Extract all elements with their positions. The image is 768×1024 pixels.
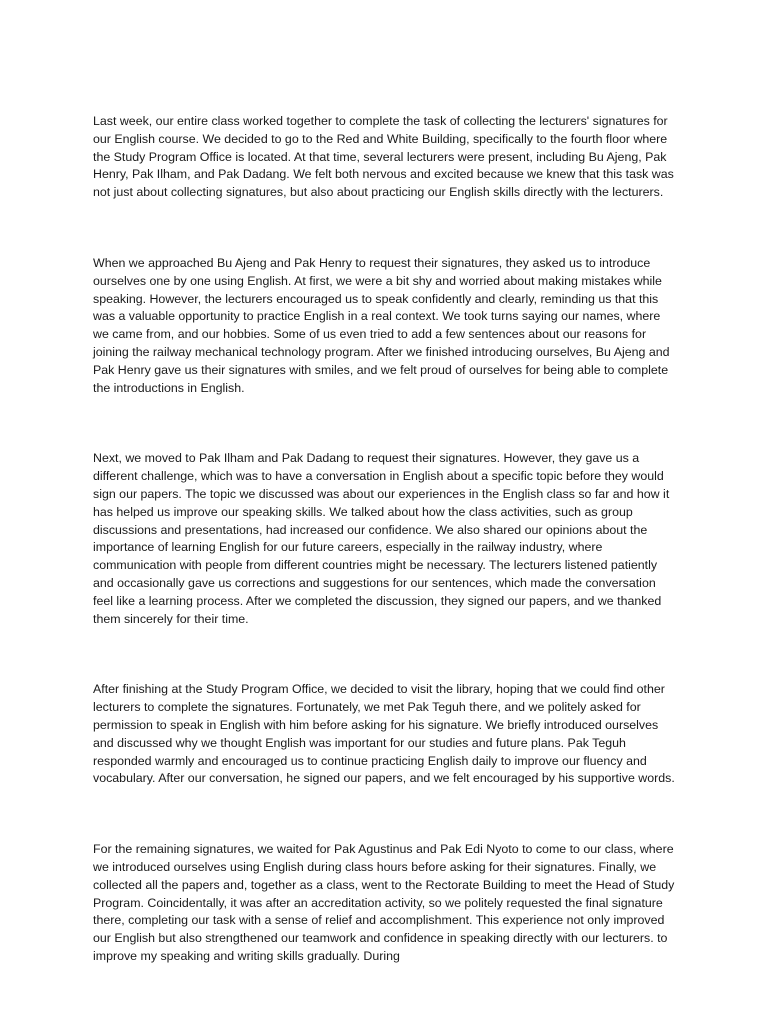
paragraph-final-signatures: For the remaining signatures, we waited for Pak Agustinus and Pak Edi Nyoto to come to our class, where we introduced ourselves using English during class hours before asking for their signatures. Finally, we collected all the papers and, together as a class, went to the Rectorate Building to meet the Head of Study Program. Coincidentally, it was after an accreditation activity, so we politely requested the final signature there, completing our task with a sense of relief and accomplishment. This experience not only improved our English but also strengthened our teamwork and confidence in speaking directly with our lecturers. to improve my speaking and writing skills gradually. During [93, 842, 675, 963]
document-body [93, 113, 675, 966]
paragraph-signature-task: Last week, our entire class worked together to complete the task of collecting the lecturers' signatures for our English course. We decided to go to the Red and White Building, specifically to the fourth floor where the Study Program Office is located. At that time, several lecturers were present, including Bu Ajeng, Pak Henry, Pak Ilham, and Pak Dadang. We felt both nervous and excited because we knew that this task was not just about collecting signatures, but also about practicing our English skills directly with the lecturers. [93, 114, 674, 200]
paragraph-introductions: When we approached Bu Ajeng and Pak Henry to request their signatures, they asked us to introduce ourselves one by one using English. At first, we were a bit shy and worried about making mistakes while speaking. However, the lecturers encouraged us to speak confidently and clearly, reminding us that this was a valuable opportunity to practice English in a real context. We took turns saying our names, where we came from, and our hobbies. Some of us even tried to add a few sentences about our reasons for joining the railway mechanical technology program. After we finished introducing ourselves, Bu Ajeng and Pak Henry gave us their signatures with smiles, and we felt proud of ourselves for being able to complete the introductions in English. [93, 255, 670, 395]
paragraph-library-visit: After finishing at the Study Program Office, we decided to visit the library, hoping that we could find other lecturers to complete the signatures. Fortunately, we met Pak Teguh there, and we politely asked for permission to speak in English with him before asking for his signature. We briefly introduced ourselves and discussed why we thought English was important for our studies and future plans. Pak Teguh responded warmly and encouraged us to continue practicing English daily to improve our fluency and vocabulary. After our conversation, he signed our papers, and we felt encouraged by his supportive words. [93, 682, 675, 786]
paragraph-conversation-challenge: Next, we moved to Pak Ilham and Pak Dadang to request their signatures. However, they gave us a different challenge, which was to have a conversation in English about a specific topic before they would sign our papers. The topic we discussed was about our experiences in the English class so far and how it has helped us improve our speaking skills. We talked about how the class activities, such as group discussions and presentations, had increased our confidence. We also shared our opinions about the importance of learning English for our future careers, especially in the railway industry, where communication with people from different countries might be necessary. The lecturers listened patiently and occasionally gave us corrections and suggestions for our sentences, which made the conversation feel like a learning process. After we completed the discussion, they signed our papers, and we thanked them sincerely for their time. [93, 451, 670, 626]
